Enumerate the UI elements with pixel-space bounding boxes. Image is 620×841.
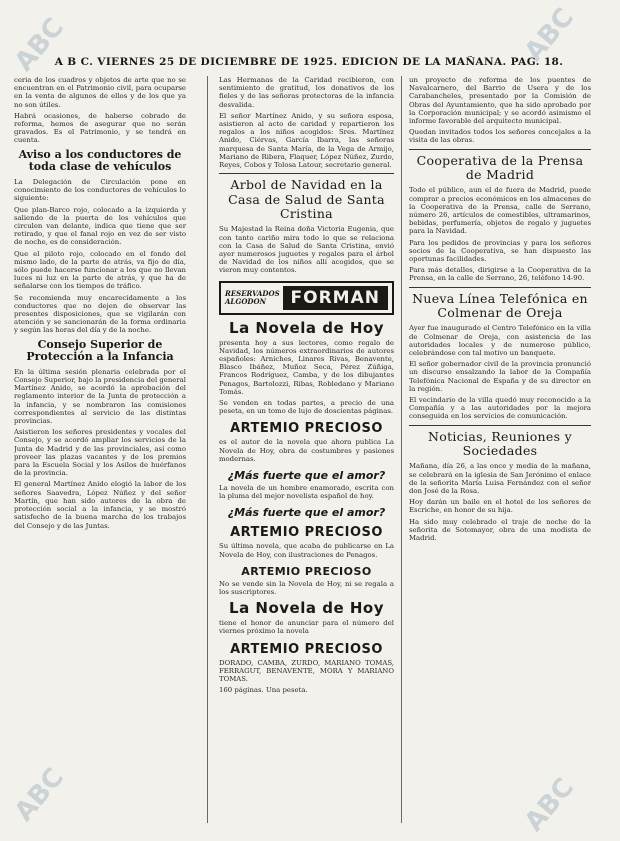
divider <box>219 173 394 174</box>
paragraph: Asistieron los señores presidentes y vocales del Consejo, y se acordó ampliar los servicios de la Junta de Madrid y de las provinciales, así como proveer las plazas vacantes y de los premios para la Escuela Social y los Asilos de huérfanos de la provincia. <box>14 428 186 478</box>
headline-conductores: Aviso a los conductores de toda clase de vehículos <box>18 147 182 174</box>
ad-text: tiene el honor de anunciar para el número del viernes próximo la novela <box>219 619 394 636</box>
paragraph: ceria de los cuadros y objetos de arte que no se encuentran en el Patrimonio civil, para ocuparse en la venta de algunos de ellos y de los que ya no son útiles. <box>14 76 186 109</box>
paragraph: Para los pedidos de provincias y para los señores socios de la Cooperativa, se han dispuesto las oportunas facilidades. <box>409 238 591 263</box>
ad-title: ARTEMIO PRECIOSO <box>241 564 372 578</box>
ad-title: ARTEMIO PRECIOSO <box>230 641 383 657</box>
paragraph: El general Martínez Anido elogió la labor de los señores Saavedra, López Núñez y del señor Martín, que han sido autores de la obra de protección social a la infancia, y se mostró satisfecho de la buena marcha de los trabajos del Consejo y de las Juntas. <box>14 480 186 530</box>
ad-title: ¿Más fuerte que el amor? <box>227 506 386 520</box>
watermark-logo: ABC <box>519 772 580 838</box>
column-divider <box>401 76 402 823</box>
paragraph: El señor gobernador civil de la provincia pronunció un discurso ensalzando la labor de la Compañía Telefónica Nacional de España y de su director en la región. <box>409 360 591 393</box>
ad-title: ¿Más fuerte que el amor? <box>227 469 386 483</box>
column-left <box>14 76 186 823</box>
ad-title: La Novela de Hoy <box>229 318 384 337</box>
ad-left-text: RESERVADOS ALGODON <box>225 288 280 306</box>
ad-title: ARTEMIO PRECIOSO <box>230 525 383 541</box>
paragraph: La Delegación de Circulación pone en conocimiento de los conductores de vehículos lo siguiente: <box>14 177 186 203</box>
column-middle <box>219 76 394 823</box>
paragraph: El vecindario de la villa quedó muy reconocido a la Compañía y a las autoridades por la mejora conseguida en los servicios de comunicación. <box>409 395 591 421</box>
paragraph: Que plan-Barco rojo, colocado a la izquierda y saliendo de la puerta de los vehículos que circulen van delante, indica que tiene que ser retirado, y que el fanal rojo en vez de ser visto de noche, es de consideración. <box>14 205 186 247</box>
ad-logo: FORMAN <box>283 286 388 310</box>
ad-text: Se venden en todas partes, a precio de una peseta, en un tomo de lujo de doscientas páginas. <box>219 399 394 416</box>
paragraph: Habrá ocasiones, de haberse cobrado de reforma, hemos de asegurar que no serán gravados. Es el Patrimonio, y se tendrá en cuenta. <box>14 111 186 145</box>
divider <box>409 425 591 426</box>
paragraph: un proyecto de reforma de los puentes de Navalcarnero, del Barrio de Usera y de los Carabancheles, presentado por la Comisión de Obras del Ayuntamiento, que ha sido aprobado por la Corporación municipal; y se acordó asimismo el informe favorable del arquitecto municipal. <box>409 76 591 126</box>
paragraph: Se recomienda muy encarecidamente a los conductores que no dejen de observar las presentes disposiciones, que se vigilarán con atención y se sancionarán de la forma ordinaria y según las horas del día y de la noche. <box>14 293 186 335</box>
paragraph: Para más detalles, dirigirse a la Cooperativa de la Prensa, en la calle de Serrano, 26, teléfono 14-90. <box>409 266 591 283</box>
headline-linea-telefonica: Nueva Línea Telefónica en Colmenar de Oreja <box>412 290 588 320</box>
column-right <box>409 76 591 823</box>
paragraph: Ha sido muy celebrado el traje de noche de la señorita de Sotomayor, obra de una modista de Madrid. <box>409 517 591 542</box>
ad-text: No se vende sin la Novela de Hoy, ni se regala a los suscriptores. <box>219 579 394 597</box>
paragraph: Quedan invitados todos los señores concejales a la visita de las obras. <box>409 128 591 145</box>
ad-title: ARTEMIO PRECIOSO <box>230 421 383 437</box>
paragraph: Su Majestad la Reina doña Victoria Eugenia, que con tanto cariño mira todo lo que se relaciona con la Casa de Salud de Santa Cristina, envió ayer numerosos juguetes y regalos para el árbol de Navidad de los niños allí acogidos, que se vieron muy contentos. <box>219 225 394 275</box>
paragraph: Hoy darán un baile en el hotel de los señores de Escriche, en honor de su hija. <box>409 498 591 515</box>
watermark-logo: ABC <box>9 762 70 828</box>
paragraph: Que el piloto rojo, colocado en el fondo del mismo lado, de la parte de atrás, va fijo de día, sólo puede hacerse funcionar a los que no llevan luces ni luz en la parte de atrás, y que ha de señalarse con los tiempos de tráfico. <box>14 249 186 291</box>
ad-title: La Novela de Hoy <box>229 599 384 618</box>
paragraph: Las Hermanas de la Caridad recibieron, con sentimiento de gratitud, los donativos de los fieles y de las señoras protectoras de la infancia desvalida. <box>219 76 394 109</box>
headline-consejo-infancia: Consejo Superior de Protección a la Infancia <box>26 337 174 364</box>
headline-noticias: Noticias, Reuniones y Sociedades <box>428 428 572 458</box>
headline-cooperativa: Cooperativa de la Prensa de Madrid <box>416 152 584 182</box>
paragraph: Todo el público, aun el de fuera de Madrid, puede comprar a precios económicos en los almacenes de la Cooperativa de la Prensa, calle de Serrano, número 26, artículos de comestibles, ultramarinos, bebidas, perfumería, objetos de regalo y juguetes para la Navidad. <box>409 186 591 236</box>
ad-text: DORADO, CAMBA, ZURDO, MARIANO TOMAS, FERRAGUT, BENAVENTE, MORA Y MARIANO TOMAS. <box>219 658 394 684</box>
watermark-logo: ABC <box>9 12 70 78</box>
ad-text: Su última novela, que acaba de publicarse en La Novela de Hoy, con ilustraciones de Penagos. <box>219 542 394 559</box>
ad-text: 160 páginas. Una peseta. <box>219 686 308 695</box>
paragraph: Mañana, día 26, a las once y media de la mañana, se celebrará en la iglesia de San Jerónimo el enlace de la señorita María Luisa Fernández con el señor don José de la Rosa. <box>409 462 591 495</box>
watermark-logo: ABC <box>519 2 580 68</box>
headline-arbol-navidad: Arbol de Navidad en la Casa de Salud de Santa Cristina <box>228 177 385 221</box>
divider <box>409 149 591 150</box>
divider <box>409 287 591 288</box>
advertisement-banner <box>219 281 394 315</box>
paragraph: En la última sesión plenaria celebrada por el Consejo Superior, bajo la presidencia del general Martínez Anido, se acordó la aprobación del reglamento interior de la Junta de protección a la infancia, y se nombraron las comisiones correspondientes al servicio de las distintas provincias. <box>14 367 186 426</box>
ad-text: es el autor de la novela que ahora publica La Novela de Hoy, obra de costumbres y pasiones modernas. <box>219 438 394 463</box>
page-header: A B C. VIERNES 25 DE DICIEMBRE DE 1925. EDICION DE LA MAÑANA. PAG. 18. <box>54 56 564 68</box>
ad-text: La novela de un hombre enamorado, escrita con la pluma del mejor novelista español de hoy. <box>219 484 394 501</box>
column-divider <box>207 76 208 823</box>
paragraph: El señor Martínez Anido, y su señora esposa, asistieron al acto de caridad y repartieron los regalos a los niños acogidos: Sres. Martínez Anido, Ciérvas, García Ibarra, las señoras marquesa de Santa María, de la Vega de Armijo, Mariano de Ribera, Flaquer, López Núñez, Zurdo, Reyes, Cobos y Tolosa Latour, secretario general. <box>219 111 394 170</box>
ad-text: presenta hoy a sus lectores, como regalo de Navidad, los números extraordinarios de autores españoles: Arniches, Linares Rivas, Benavente, Blasco Ibáñez, Muñoz Seca, Pérez Zúñiga, Francos Rodríguez, Camba, y de los dibujantes Penagos, Bartolozzi, Ribas, Robledano y Mariano Tomás. <box>219 338 394 396</box>
paragraph: Ayer fue inaugurado el Centro Telefónico en la villa de Colmenar de Oreja, con asistencia de las autoridades locales y de numeroso público, celebrándose con tal motivo un banquete. <box>409 324 591 357</box>
